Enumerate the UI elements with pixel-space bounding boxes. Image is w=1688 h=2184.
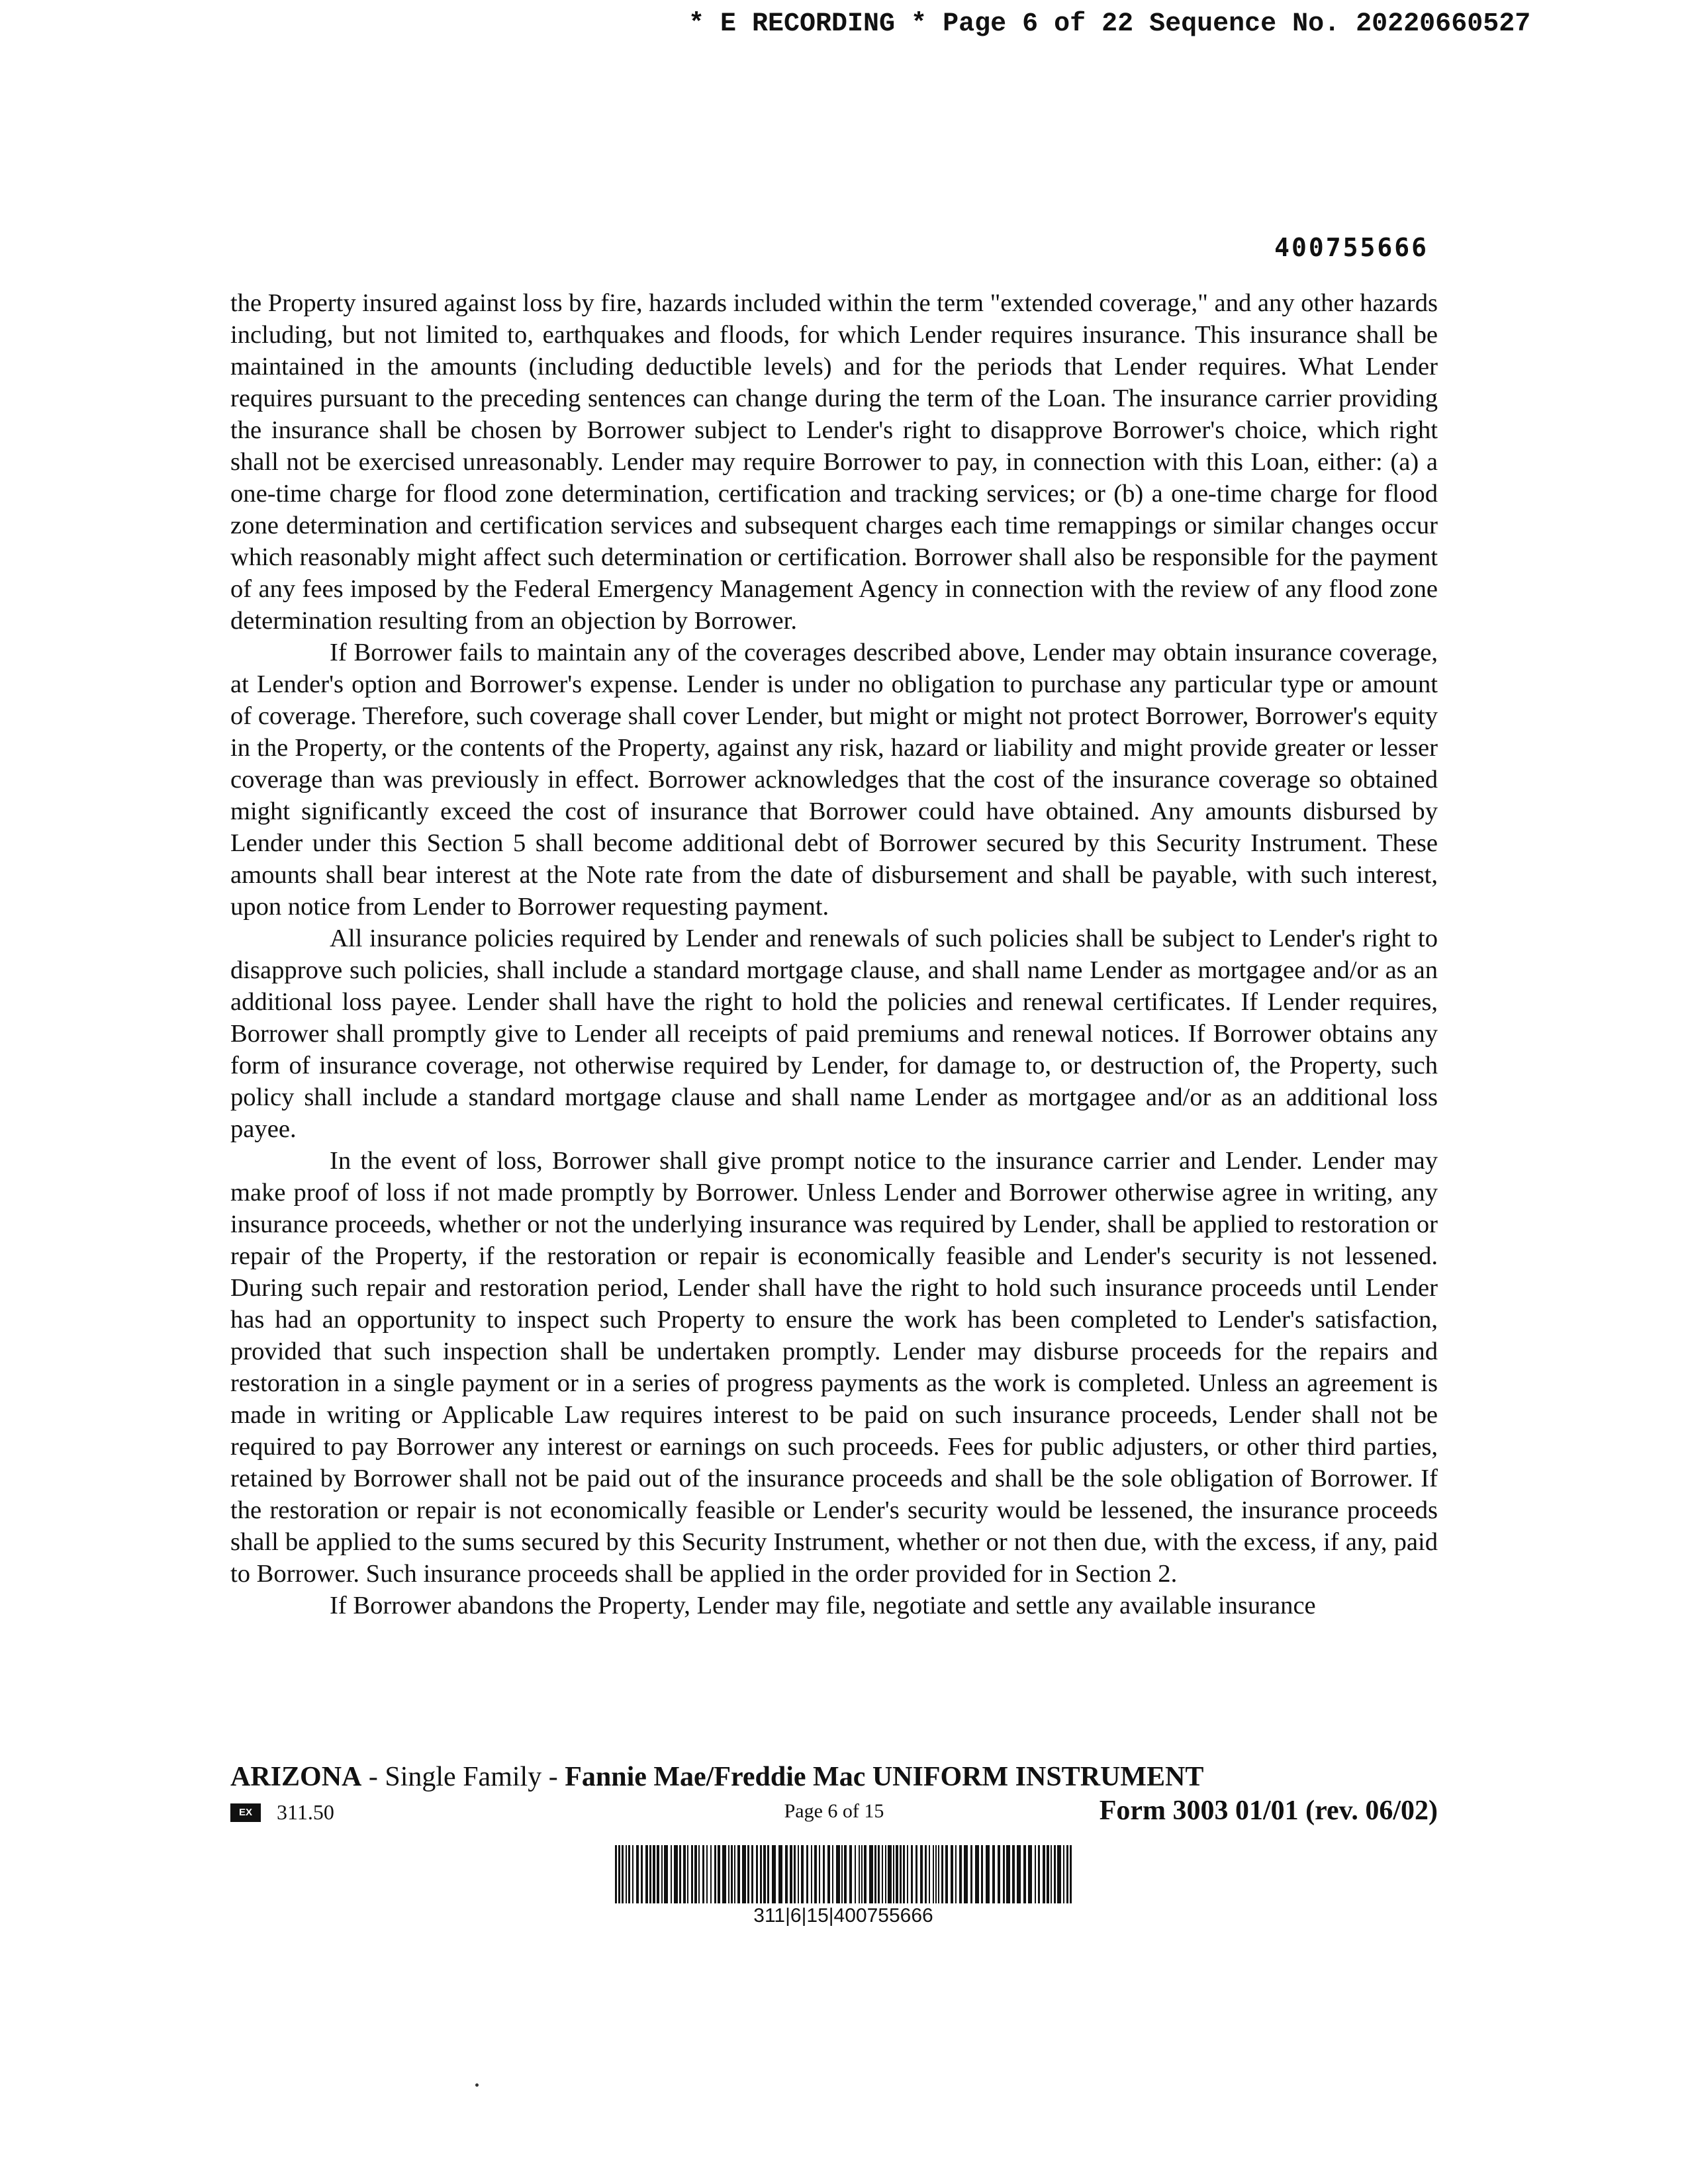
scan-speck [475, 2083, 479, 2087]
barcode-icon [615, 1845, 1072, 1903]
paragraph-2: If Borrower fails to maintain any of the coverages described above, Lender may obtain insurance coverage, at Lender's option and Borrower's expense. Lender is under no obligation to purchase any particular type or amount of coverage. Therefore, such coverage shall cover Lender, but might or might not protect Borrower, Borrower's equity in the Property, or the contents of the Property, against any risk, hazard or liability and might provide greater or lesser coverage than was previously in effect. Borrower acknowledges that the cost of the insurance coverage so obtained might significantly exceed the cost of insurance that Borrower could have obtained. Any amounts disbursed by Lender under this Section 5 shall become additional debt of Borrower secured by this Security Instrument. These amounts shall bear interest at the Note rate from the date of disbursement and shall be payable, with such interest, upon notice from Lender to Borrower requesting payment. [230, 639, 1438, 921]
form-code: 311.50 [277, 1800, 334, 1824]
barcode-text: 311|6|15|400755666 [753, 1905, 933, 1927]
document-footer [230, 1760, 1438, 1832]
recording-header: * E RECORDING * Page 6 of 22 Sequence No. 20220660527 [688, 9, 1531, 39]
form-number: Form 3003 01/01 (rev. 06/02) [1099, 1796, 1438, 1826]
paragraph-4: In the event of loss, Borrower shall give prompt notice to the insurance carrier and Lender. Lender may make proof of loss if not made promptly by Borrower. Unless Lender and Borrower otherwise agree in writing, any insurance proceeds, whether or not the underlying insurance was required by Lender, shall be applied to restoration or repair of the Property, if the restoration or repair is economically feasible and Lender's security is not lessened. During such repair and restoration period, Lender shall have the right to hold such insurance proceeds until Lender has had an opportunity to inspect such Property to ensure the work has been completed to Lender's satisfaction, provided that such inspection shall be undertaken promptly. Lender may disburse proceeds for the repairs and restoration in a single payment or in a series of progress payments as the work is completed. Unless an agreement is made in writing or Applicable Law requires interest to be paid on such insurance proceeds, Lender shall not be required to pay Borrower any interest or earnings on such proceeds. Fees for public adjusters, or other third parties, retained by Borrower shall not be paid out of the insurance proceeds and shall be the sole obligation of Borrower. If the restoration or repair is not economically feasible or Lender's security would be lessened, the insurance proceeds shall be applied to the sums secured by this Security Instrument, whether or not then due, with the excess, if any, paid to Borrower. Such insurance proceeds shall be applied in the order provided for in Section 2. [230, 1147, 1438, 1588]
form-info-row [230, 1795, 1438, 1832]
page-number: Page 6 of 15 [784, 1800, 884, 1822]
paragraph-1: the Property insured against loss by fire, hazards included within the term "extended coverage," and any other hazards including, but not limited to, earthquakes and floods, for which Lender requires insurance. This insurance shall be maintained in the amounts (including deductible levels) and for the periods that Lender requires. What Lender requires pursuant to the preceding sentences can change during the term of the Loan. The insurance carrier providing the insurance shall be chosen by Borrower subject to Lender's right to disapprove Borrower's choice, which right shall not be exercised unreasonably. Lender may require Borrower to pay, in connection with this Loan, either: (a) a one-time charge for flood zone determination, certification and tracking services; or (b) a one-time charge for flood zone determination and certification services and subsequent charges each time remappings or similar changes occur which reasonably might affect such determination or certification. Borrower shall also be responsible for the payment of any fees imposed by the Federal Emergency Management Agency in connection with the review of any flood zone determination resulting from an objection by Borrower. [230, 289, 1438, 635]
loan-number: 400755666 [1274, 233, 1429, 262]
title-separator: - [361, 1762, 385, 1792]
paragraph-5: If Borrower abandons the Property, Lender may file, negotiate and settle any available insurance [330, 1592, 1316, 1619]
paragraph-3: All insurance policies required by Lender and renewals of such policies shall be subject to Lender's right to disapprove such policies, shall include a standard mortgage clause, and shall name Lender as mortgagee and/or as an additional loss payee. Lender shall have the right to hold the policies and renewal certificates. If Lender requires, Borrower shall promptly give to Lender all receipts of paid premiums and renewal notices. If Borrower obtains any form of insurance coverage, not otherwise required by Lender, for damage to, or destruction of, the Property, such policy shall include a standard mortgage clause and shall name Lender as mortgagee and/or as an additional loss payee. [230, 925, 1438, 1143]
ellie-mae-logo-icon: EX [230, 1803, 261, 1822]
instrument-name: Fannie Mae/Freddie Mac UNIFORM INSTRUMENT [565, 1762, 1204, 1792]
title-separator: - [541, 1762, 565, 1792]
document-body [230, 287, 1438, 1621]
state-name: ARIZONA [230, 1762, 362, 1792]
instrument-title [230, 1760, 1438, 1794]
property-type: Single Family [385, 1762, 542, 1792]
